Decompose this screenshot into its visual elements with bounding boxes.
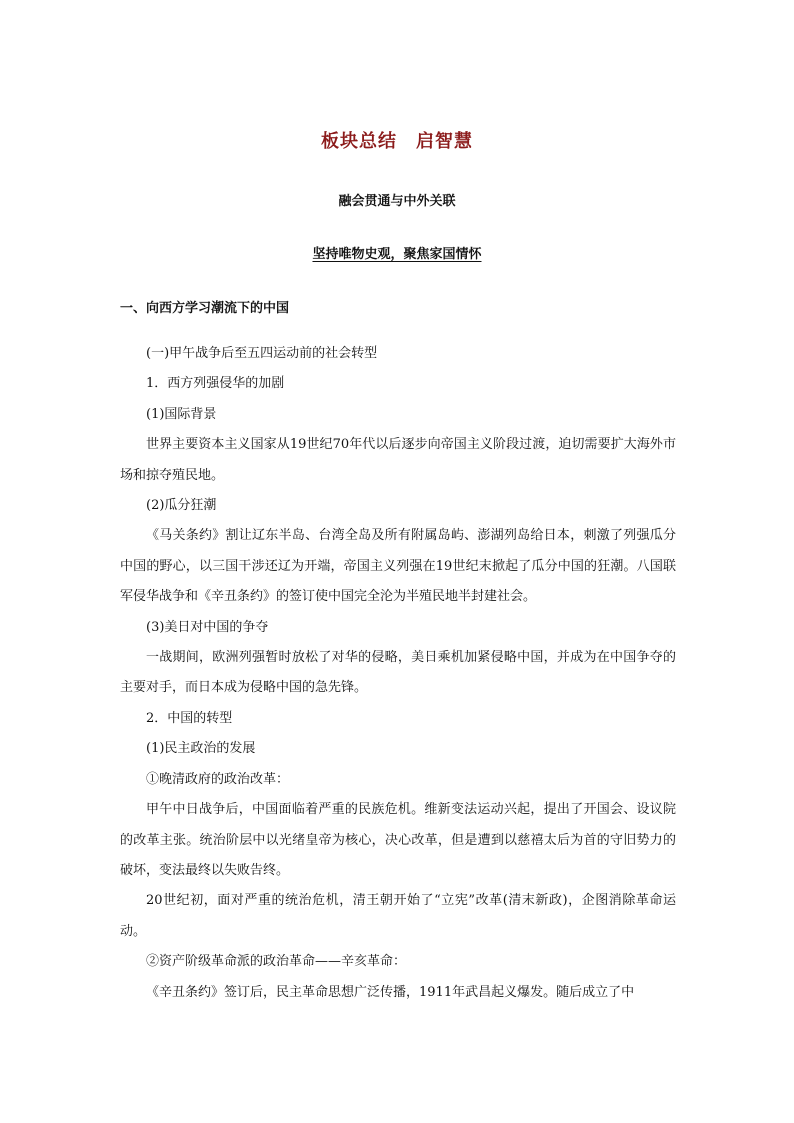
theme-subtitle-text: 坚持唯物史观，聚焦家国情怀	[312, 247, 482, 262]
paragraph: 2．中国的转型	[146, 710, 233, 726]
paragraph: (2)瓜分狂潮	[146, 498, 217, 514]
paragraph: (1)国际背景	[146, 406, 217, 422]
paragraph: 世界主要资本主义国家从19世纪70年代以后逐步向帝国主义阶段过渡，迫切需要扩大海外市场和掠夺殖民地。	[120, 437, 676, 483]
paragraph: ①晚清政府的政治改革：	[146, 771, 290, 787]
paragraph: (一)甲午战争后至五四运动前的社会转型	[146, 346, 378, 361]
paragraph: 一战期间，欧洲列强暂时放松了对华的侵略，美日乘机加紧侵略中国，并成为在中国争夺的主要对手，而日本成为侵略中国的急先锋。	[120, 650, 676, 696]
paragraph: ②资产阶级革命派的政治革命——辛亥革命：	[146, 954, 407, 970]
paragraph: 20世纪初，面对严重的统治危机，清王朝开始了“立宪”改革(清末新政)，企图消除革命运动。	[120, 893, 676, 939]
paragraph: 《辛丑条约》签订后，民主革命思想广泛传播，1911年武昌起义爆发。随后成立了中	[146, 984, 635, 1000]
paragraph: 1．西方列强侵华的加剧	[146, 376, 285, 392]
section-subtitle: 融会贯通与中外关联	[338, 194, 456, 209]
paragraph: 甲午中日战争后，中国面临着严重的民族危机。维新变法运动兴起，提出了开国会、设议院的改革主张。统治阶层中以光绪皇帝为核心，决心改革，但是遭到以慈禧太后为首的守旧势力的破坏，变法最终以失败告终。	[120, 802, 676, 878]
paragraph: 《马关条约》割让辽东半岛、台湾全岛及所有附属岛屿、澎湖列岛给日本，刺激了列强瓜分中国的野心，以三国干涉还辽为开端，帝国主义列强在19世纪末掀起了瓜分中国的狂潮。八国联军侵华战争和《辛丑条约》的签订使中国完全沦为半殖民地半封建社会。	[120, 528, 676, 605]
page-title: 板块总结 启智慧	[321, 131, 473, 152]
paragraph: (3)美日对中国的争夺	[146, 619, 269, 635]
paragraph: (1)民主政治的发展	[146, 741, 256, 757]
body-text	[120, 339, 676, 1008]
theme-subtitle	[0, 243, 794, 262]
section-heading: 一、向西方学习潮流下的中国	[120, 301, 290, 316]
